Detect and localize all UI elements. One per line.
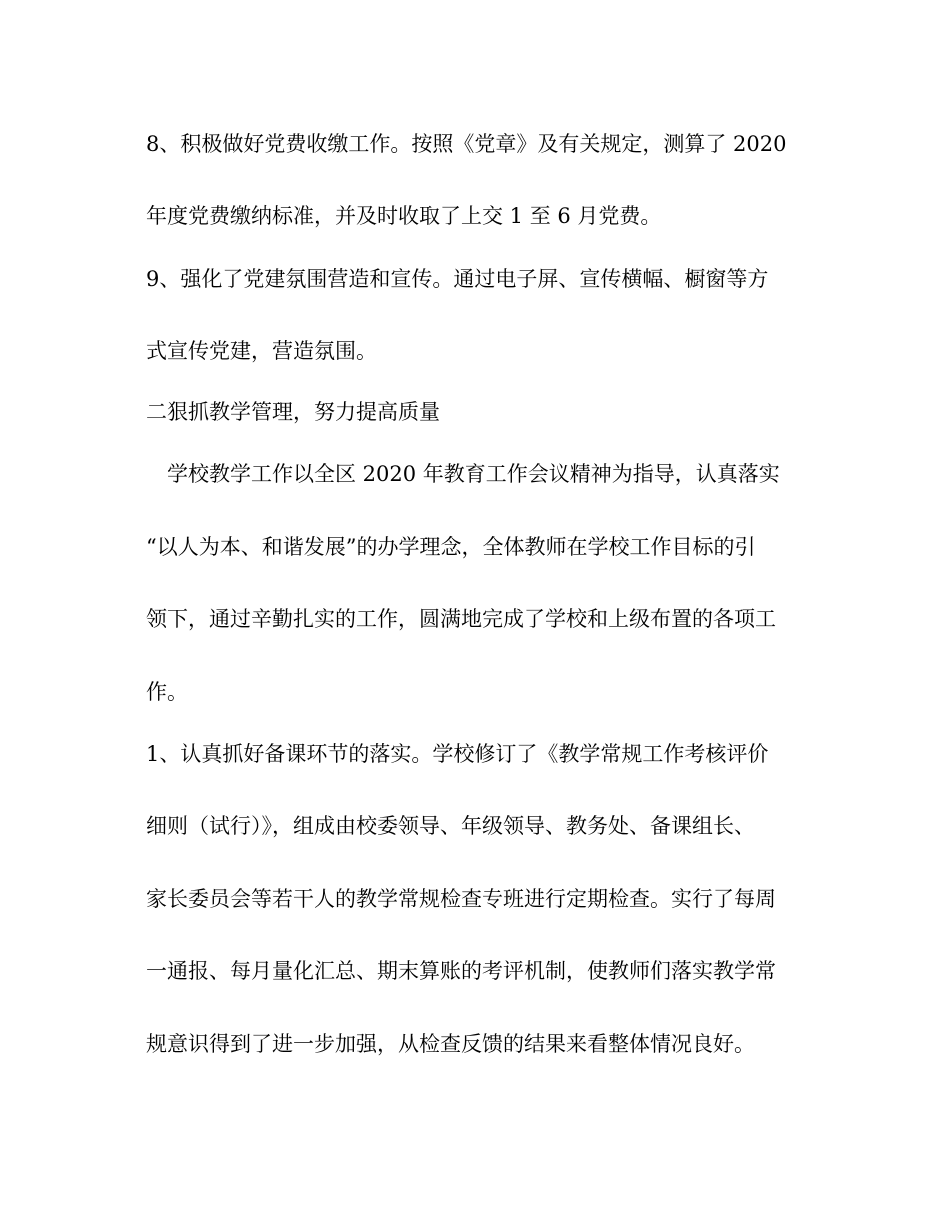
text-line: “以人为本、和谐发展”的办学理念，全体教师在学校工作目标的引 <box>146 535 756 559</box>
text-line: 领下，通过辛勤扎实的工作，圆满地完成了学校和上级布置的各项工 <box>146 607 776 631</box>
text-line: 家长委员会等若干人的教学常规检查专班进行定期检查。实行了每周 <box>146 887 776 911</box>
text-line: 作。 <box>146 680 188 704</box>
text-line: 一通报、每月量化汇总、期末算账的考评机制，使教师们落实教学常 <box>146 959 776 983</box>
text-line: 规意识得到了进一步加强，从检查反馈的结果来看整体情况良好。 <box>146 1032 755 1056</box>
text-line: 9、强化了党建氛围营造和宣传。通过电子屏、宣传横幅、橱窗等方 <box>146 267 769 291</box>
text-line: 1、认真抓好备课环节的落实。学校修订了《教学常规工作考核评价 <box>146 742 769 766</box>
text-line: 年度党费缴纳标准，并及时收取了上交 1 至 6 月党费。 <box>146 204 662 228</box>
text-line: 8、积极做好党费收缴工作。按照《党章》及有关规定，测算了 2020 <box>146 132 787 156</box>
text-line: 学校教学工作以全区 2020 年教育工作会议精神为指导，认真落实 <box>146 462 780 486</box>
section-heading: 二狠抓教学管理，努力提高质量 <box>146 400 440 424</box>
text-line: 细则（试行）》，组成由校委领导、年级领导、教务处、备课组长、 <box>146 814 755 838</box>
text-line: 式宣传党建，营造氛围。 <box>146 339 377 363</box>
